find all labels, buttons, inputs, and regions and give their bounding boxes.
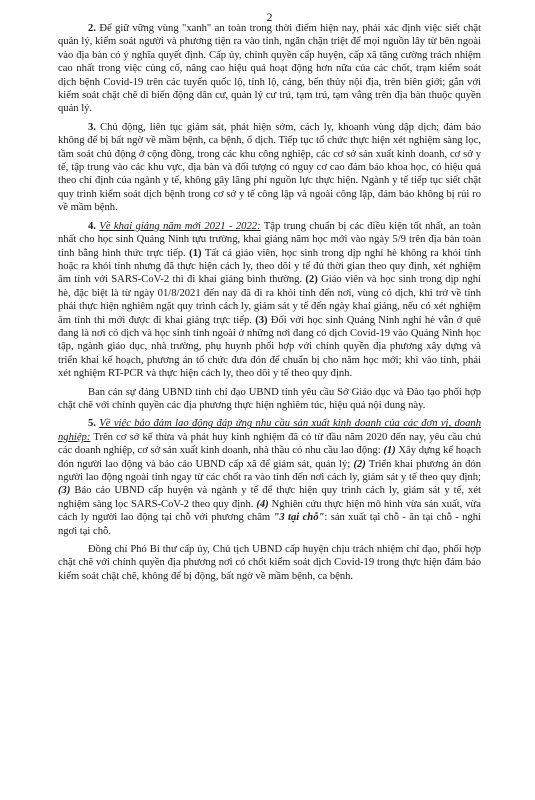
paragraph-text: Nghiên cứu thực hiện mô hình vừa sản xuất, vừa cách ly người lao động tại chỗ với phương châm <box>58 498 481 524</box>
paragraph-text: Xây dựng kế hoạch đón người lao động và báo cáo UBND cấp xã để giám sát, quản lý; <box>58 445 482 470</box>
sub-item-number: (2) <box>353 458 366 470</box>
paragraph-text: Triển khai phương án đón người lao động ngoài tỉnh ngay từ các chốt ra vào tỉnh đến nơi cách ly, giám sát y tế theo quy định; <box>58 458 482 483</box>
paragraph-text: Trên cơ sở kế thừa và phát huy kinh nghiệm đã có từ đầu năm 2020 đến nay, yêu cầu chủ các doanh nghiệp, cơ sở sản xuất kinh doanh, nhà thầu có nhu cầu lao động: <box>58 431 481 457</box>
sub-item-number: (4) <box>256 498 269 510</box>
sub-item-number: (2) <box>305 274 318 286</box>
item-number: 4. <box>88 220 96 232</box>
motto-text: "3 tại chỗ" <box>273 512 325 524</box>
paragraph-text: : sản xuất tại chỗ - ăn tại chỗ - nghỉ ngơi tại chỗ. <box>58 512 482 537</box>
item-number: 2. <box>88 23 96 34</box>
item-number: 5. <box>88 418 96 430</box>
section-heading: Về việc bảo đảm lao động đáp ứng nhu cầu sản xuất kinh doanh của các đơn vị, doanh nghiệp: <box>58 418 481 443</box>
paragraph-text: Chủ động, liên tục giám sát, phát hiện sớm, cách ly, khoanh vùng dập dịch; đảm bảo không để bị bất ngờ về mầm bệnh, ca bệnh, ổ dịch. Tiếp tục tổ chức thực hiện xét nghiệm sàng lọc, tầm soát chủ động ở cộng đồng, trong các khu công nghiệp, các cơ sở sản xuất kinh doanh, cơ sở y tế, tập trung vào các khu vực, địa bàn và đối tượng có nguy cơ cao đảm bảo khoa học, có hiệu quả theo chỉ định của ngành y tế, không gây lãng phí nguồn lực thực hiện. Ngành y tế tiếp tục siết chặt quy trình kiểm soát dịch bệnh trong cơ sở y tế công lập và ngoài công lập, đảm bảo không bị rủi ro về mầm bệnh. <box>58 121 481 214</box>
paragraph-6: Đồng chí Phó Bí thư cấp ủy, Chủ tịch UBND cấp huyện chịu trách nhiệm chỉ đạo, phối hợp chặt chẽ với chính quyền địa phương nơi có chốt kiểm soát dịch Covid-19 trong thực hiện đảm bảo kiểm soát chặt chẽ, không để bị động, bất ngờ về mầm bệnh, ca bệnh. <box>58 544 481 582</box>
paragraph-text: Để giữ vững vùng "xanh" an toàn trong thời điểm hiện nay, phải xác định việc siết chặt quản lý, kiểm soát người và phương tiện ra vào tỉnh, ngăn chặn triệt để mọi nguồn lây từ bên ngoài vào địa bàn có ý nghĩa quyết định. Cấp ủy, chính quyền cấp huyện, cấp xã tăng cường trách nhiệm cao nhất trong việc củng cố, nâng cao hiệu quả hoạt động hơn nữa của các chốt, trạm kiểm soát dịch bệnh Covid-19 trên các tuyến quốc lộ, tỉnh lộ, cảng, bến thủy nội địa, trên biên giới; gắn với kiểm soát chặt chẽ di biến động dân cư, quản lý cư trú, tạm trú, tạm vắng trên địa bàn thuộc quyền quản lý. <box>58 23 481 115</box>
sub-item-number: (1) <box>383 445 396 457</box>
paragraph-3 <box>58 121 481 215</box>
paragraph-text: Giáo viên và học sinh trong dịp nghỉ hè, đặc biệt là từ ngày 01/8/2021 đến nay đã đi ra khỏi tỉnh đến nơi, vùng có dịch, khi trở về tỉnh phải thực hiện nghiêm ngặt quy trình cách ly, giám sát y tế đến ngày khai giảng, nếu có xét nghiệm âm tính thì mới được đi khai giảng trực tiếp. <box>58 274 481 326</box>
paragraph-4 <box>58 220 481 381</box>
sub-item-number: (3) <box>255 314 268 326</box>
section-heading: Về khai giảng năm mới 2021 - 2022: <box>99 220 261 232</box>
item-number: 3. <box>88 121 96 133</box>
paragraph-text: Đối với học sinh Quảng Ninh nghỉ hè vẫn ở quê đang là nơi có dịch và học sinh tỉnh ngoài ở những nơi đang có dịch Covid-19 vào Quảng Ninh học tập, ngành giáo dục, nhà trường, phụ huynh phối hợp với chính quyền địa phương xây dựng và triển khai kế hoạch, phương án tổ chức đưa đón để chuẩn bị cho năm học mới; khi vào tỉnh, phải xét nghiệm RT-PCR và thực hiện cách ly, theo dõi y tế theo quy định. <box>58 314 482 380</box>
sub-item-number: (3) <box>58 485 71 497</box>
paragraph-text: Báo cáo UBND cấp huyện và ngành y tế để thực hiện quy trình cách ly, giám sát y tế, xét nghiệm sàng lọc SARS-CoV-2 theo quy định. <box>58 485 481 510</box>
paragraph-5 <box>58 417 481 538</box>
page-number: 2 <box>266 10 273 24</box>
sub-item-number: (1) <box>189 247 202 259</box>
paragraph-4-directive: Ban cán sự đảng UBND tỉnh chỉ đạo UBND tỉnh yêu cầu Sở Giáo dục và Đào tạo phối hợp chặt chẽ với chính quyền các địa phương thực hiện nghiêm túc, hiệu quả nội dung này. <box>58 386 481 411</box>
paragraph-text: Tất cả giáo viên, học sinh trong dịp nghỉ hè không ra khỏi tỉnh hoặc ra khỏi tỉnh nhưng đã thực hiện cách ly, theo dõi y tế đủ thời gian theo quy định, xét nghiệm âm tính với SARS-CoV-2 thì đi khai giảng bình thường. <box>58 247 481 286</box>
paragraph-text: Tập trung chuẩn bị các điều kiện tốt nhất, an toàn nhất cho học sinh Quảng Ninh tựu trường, khai giảng năm học mới vào ngày 5/9 trên địa bàn toàn tỉnh bằng hình thức trực tiếp. <box>58 220 481 259</box>
paragraph-2 <box>58 22 481 116</box>
